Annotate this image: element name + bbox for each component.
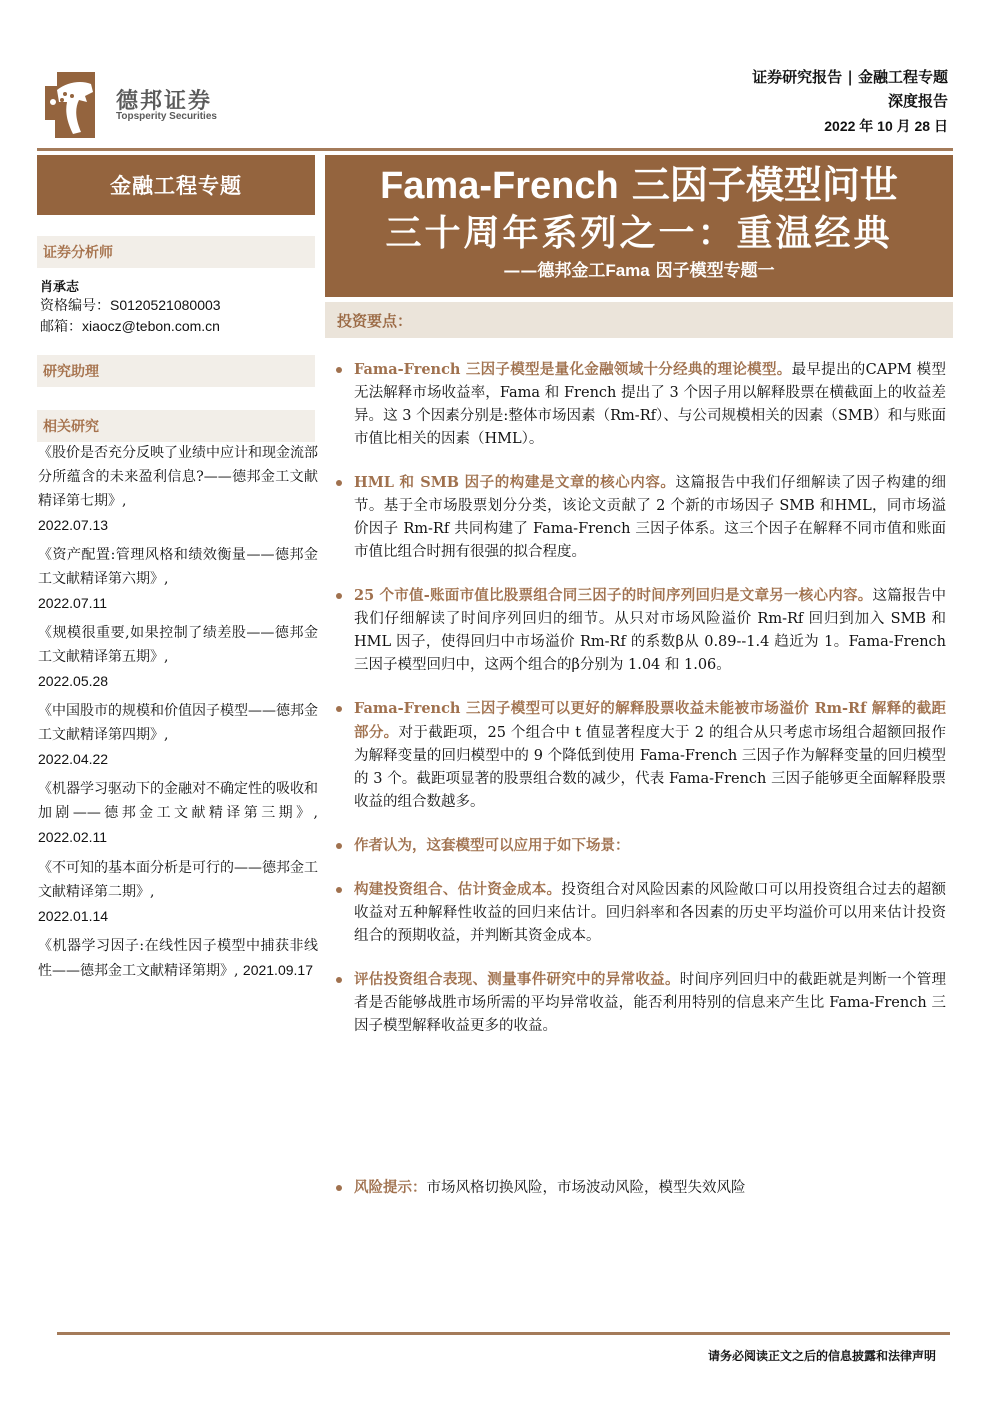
key-points-list (334, 358, 946, 1058)
leopard-logo-icon (45, 72, 95, 138)
license-value: S0120521080003 (110, 297, 221, 313)
analyst-email (40, 316, 220, 336)
assistant-heading: 研究助理 (37, 355, 315, 387)
key-point: 25 个市值-账面市值比股票组合同三因子的时间序列回归是文章另一核心内容。这篇报告中我们仔细解读了时间序列回归的细节。从只对市场风险溢价 Rm-Rf 回归到加入 SMB 和 HML 因子，使得回归中市场溢价 Rm-Rf 的系数β从 0.89--1.4 趋近为 1。Fama-French 三因子模型回归中，这两个组合的β分别为 1.04 和 1.06。 (334, 584, 946, 677)
bullet-dot-icon (336, 843, 342, 849)
bullet-dot-icon (336, 480, 342, 486)
company-name-cn: 德邦证券 (116, 89, 213, 114)
analyst-license (40, 295, 221, 315)
analyst-name: 肖承志 (40, 280, 80, 295)
report-title-banner (325, 155, 953, 297)
email-label: 邮箱： (40, 319, 82, 335)
risk-point: 风险提示：市场风格切换风险，市场波动风险，模型失效风险 (334, 1176, 946, 1200)
analyst-heading: 证券分析师 (37, 236, 315, 268)
key-points-heading: 投资要点： (325, 302, 953, 338)
related-item[interactable]: 《机器学习因子:在线性因子模型中捕获非线性——德邦金工文献精译第期》, 2021.09.17 (38, 938, 318, 979)
title-line-1: Fama-French 三因子模型问世 (380, 162, 898, 207)
category-banner: 金融工程专题 (37, 155, 315, 215)
related-heading: 相关研究 (37, 410, 315, 442)
report-date: 2022 年 10 月 28 日 (824, 118, 948, 134)
license-label: 资格编号： (40, 298, 110, 314)
related-research-list (38, 441, 318, 989)
bullet-dot-icon (336, 887, 342, 893)
related-item[interactable]: 《股价是否充分反映了业绩中应计和现金流部分所蕴含的未来盈利信息?——德邦金工文献精译第七期》, 2022.07.13 (38, 445, 318, 533)
related-item[interactable]: 《中国股市的规模和价值因子模型——德邦金工文献精译第四期》, 2022.04.22 (38, 703, 318, 767)
title-line-2: 三十周年系列之一：重温经典 (385, 212, 893, 254)
company-name-en: Topsperity Securities (116, 111, 217, 122)
key-point: HML 和 SMB 因子的构建是文章的核心内容。这篇报告中我们仔细解读了因子构建的细节。基于全市场股票划分分类，该论文贡献了 2 个新的市场因子 SMB 和HML，同市场溢价因子 Rm-Rf 共同构建了 Fama-French 三因子体系。这三个因子在解释不同市值和账面市值比组合时拥有很强的拟合程度。 (334, 471, 946, 564)
bullet-dot-icon (336, 706, 342, 712)
report-type: 证券研究报告 | 金融工程专题 (752, 68, 948, 86)
key-point: 作者认为，这套模型可以应用于如下场景： (334, 834, 946, 858)
related-item[interactable]: 《资产配置:管理风格和绩效衡量——德邦金工文献精译第六期》, 2022.07.11 (38, 547, 318, 611)
key-point: Fama-French 三因子模型是量化金融领域十分经典的理论模型。最早提出的CAPM 模型无法解释市场收益率，Fama 和 French 提出了 3 个因子用以解释股票在横截面上的收益差异。这 3 个因素分别是:整体市场因素（Rm-Rf）、与公司规模相关的因素（SMB）和与账面市值比相关的因素（HML）。 (334, 358, 946, 451)
bullet-dot-icon (336, 593, 342, 599)
disclaimer-note: 请务必阅读正文之后的信息披露和法律声明 (707, 1349, 936, 1363)
email-link[interactable]: xiaocz@tebon.com.cn (82, 318, 220, 334)
report-depth: 深度报告 (887, 92, 948, 110)
key-point: Fama-French 三因子模型可以更好的解释股票收益未能被市场溢价 Rm-Rf 解释的截距部分。对于截距项，25 个组合中 t 值显著程度大于 2 的组合从只考虑市场组合超额回报作为解释变量的回归模型中的 9 个降低到使用 Fama-French 三因子作为解释变量的回归模型的 3 个。截距项显著的股票组合数的减少，代表 Fama-French 三因子能够更全面解释股票收益的组合数越多。 (334, 697, 946, 814)
bullet-dot-icon (336, 1185, 342, 1191)
key-point: 评估投资组合表现、测量事件研究中的异常收益。时间序列回归中的截距就是判断一个管理者是否能够战胜市场所需的平均异常收益，能否利用特别的信息来产生比 Fama-French 三因子模型解释收益更多的收益。 (334, 968, 946, 1038)
related-item[interactable]: 《规模很重要,如果控制了绩差股——德邦金工文献精译第五期》, 2022.05.28 (38, 625, 318, 689)
bullet-dot-icon (336, 977, 342, 983)
key-point: 构建投资组合、估计资金成本。投资组合对风险因素的风险敞口可以用投资组合过去的超额收益对五种解释性收益的回归来估计。回归斜率和各因素的历史平均溢价可以用来估计投资组合的预期收益，并判断其资金成本。 (334, 878, 946, 948)
risk-warning (334, 1176, 946, 1220)
related-item[interactable]: 《机器学习驱动下的金融对不确定性的吸收和加剧——德邦金工文献精译第三期》, 2022.02.11 (38, 781, 318, 845)
bullet-dot-icon (336, 367, 342, 373)
related-item[interactable]: 《不可知的基本面分析是可行的——德邦金工文献精译第二期》, 2022.01.14 (38, 860, 318, 924)
title-subtitle: ——德邦金工Fama 因子模型专题一 (503, 261, 775, 281)
top-divider (37, 148, 953, 151)
bottom-divider (57, 1332, 950, 1335)
